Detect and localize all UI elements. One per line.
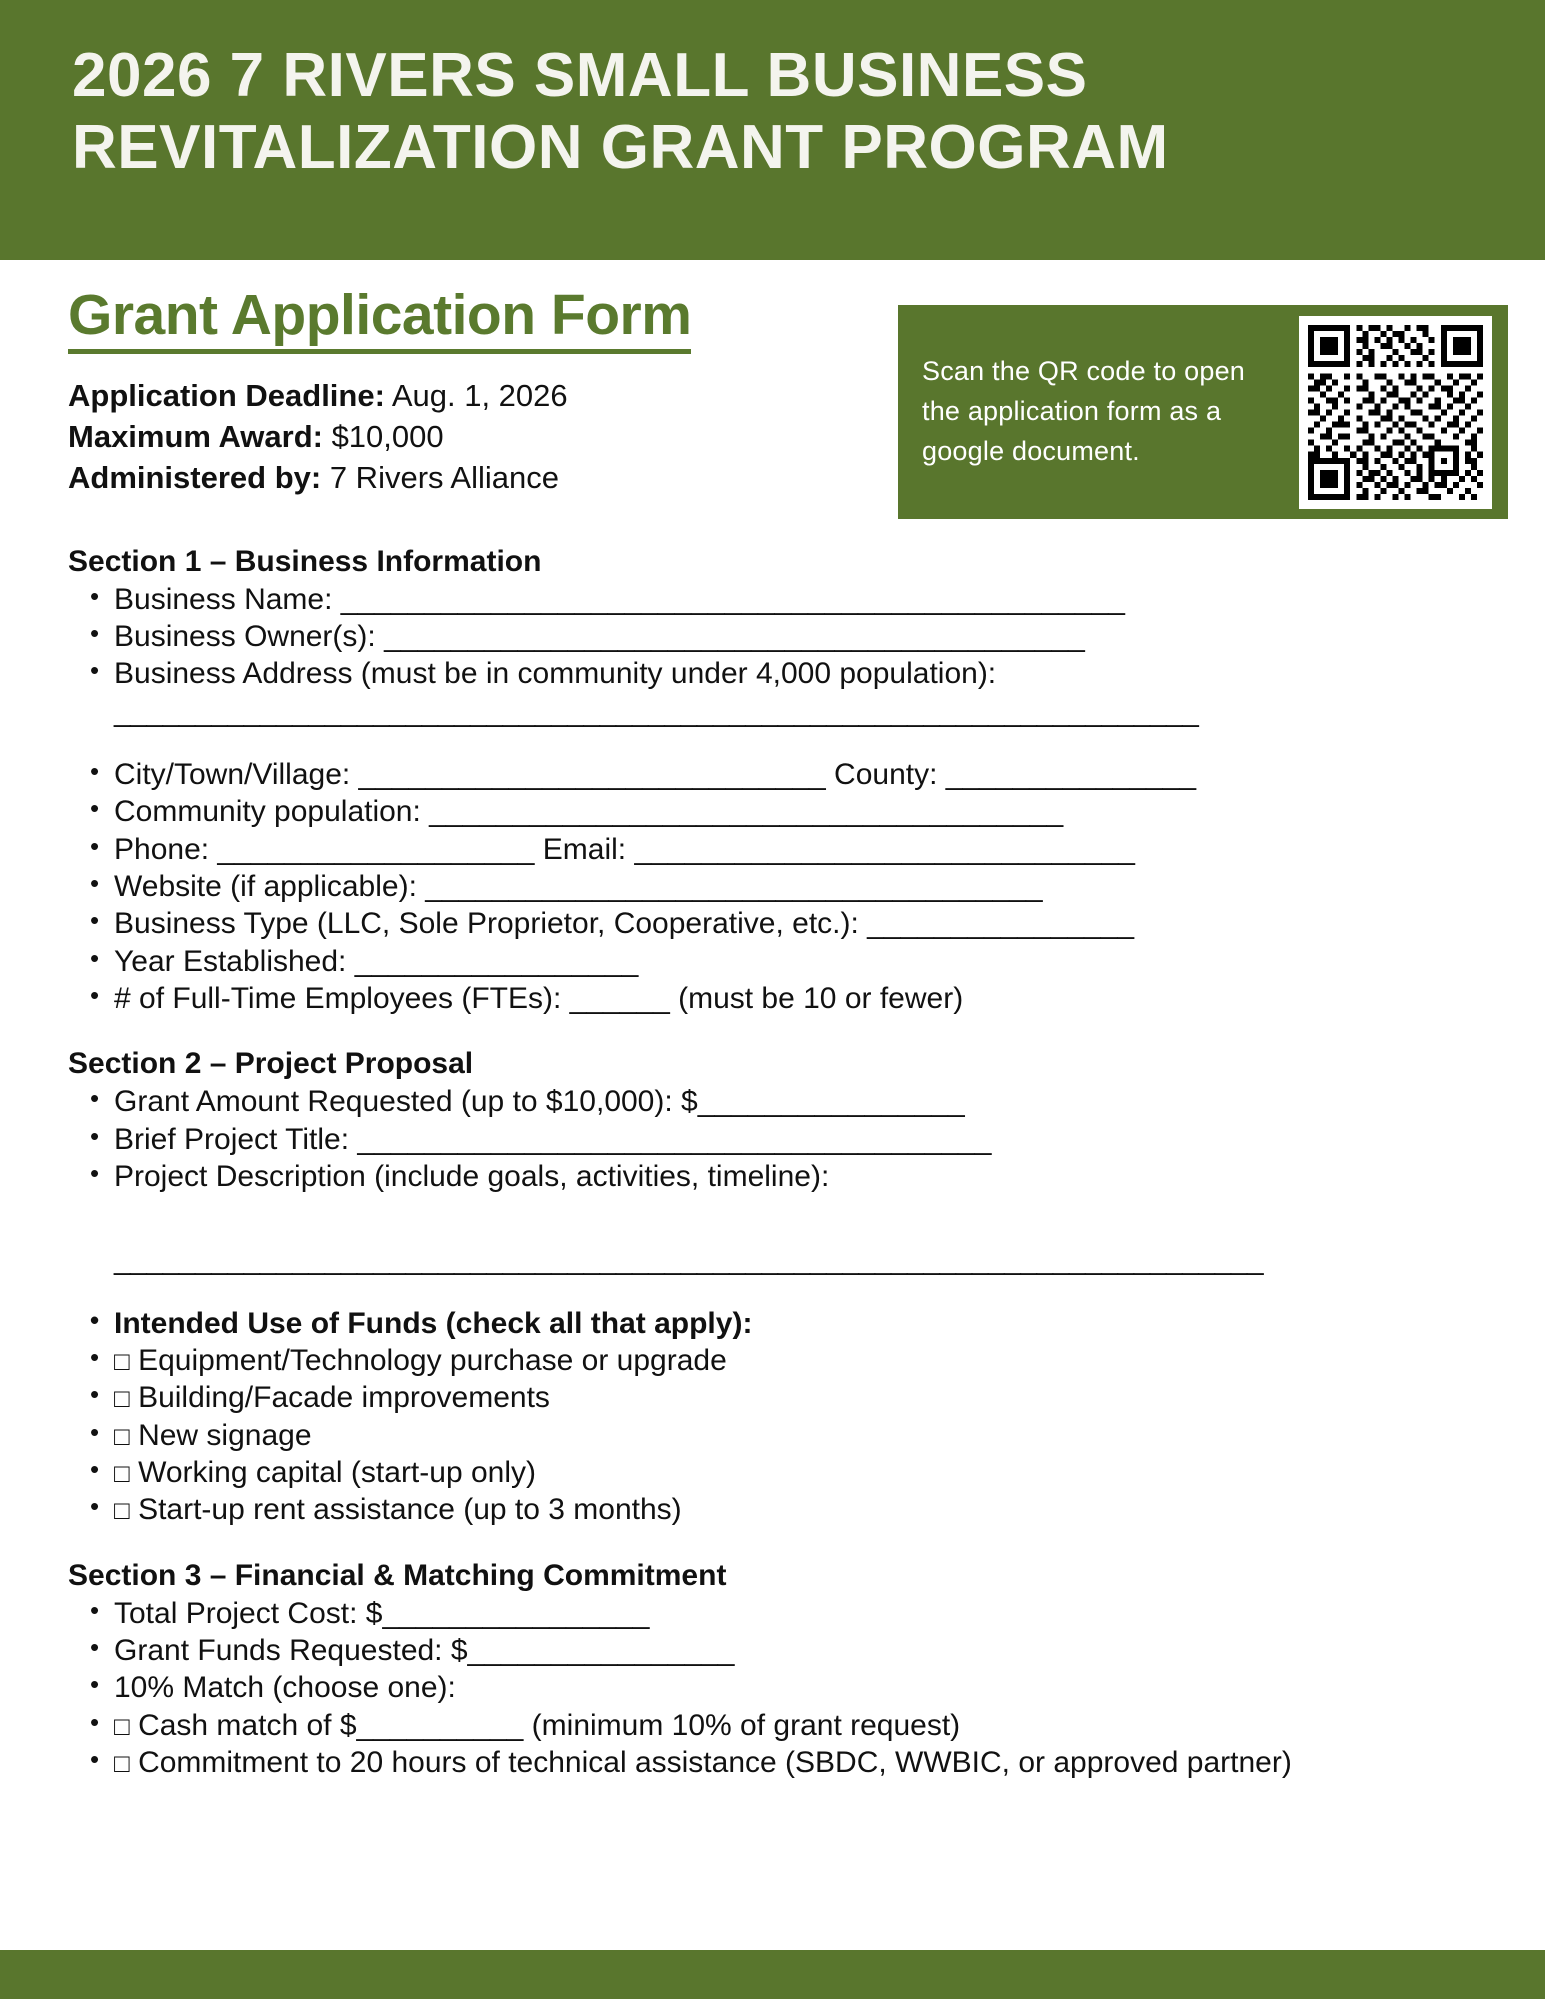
meta-value-administered-by: 7 Rivers Alliance [321, 459, 559, 495]
field-business-address-rule[interactable]: ___________________________________________________________________ [114, 694, 1199, 728]
checkbox-icon[interactable]: □ [114, 1420, 130, 1451]
field-ten-percent-match-label: • 10% Match (choose one): [68, 1669, 1485, 1706]
section-1-list [68, 581, 1485, 693]
qr-instruction-text: Scan the QR code to open the application form as a google document. [922, 356, 1246, 466]
field-city-town-village-and-county[interactable]: • City/Town/Village: ____________________________ County: _______________ [68, 756, 1485, 793]
qr-code-icon[interactable] [1299, 316, 1492, 509]
section-heading-3: Section 3 – Financial & Matching Commitment [68, 1558, 727, 1592]
meta-value-max-award: $10,000 [322, 418, 444, 454]
spacer [68, 730, 1485, 756]
field-business-address-label: • Business Address (must be in community under 4,000 population): [68, 655, 1485, 692]
check-all-that-apply-label: check all that apply [455, 1306, 733, 1340]
document-body [0, 260, 1545, 1950]
checkbox-icon[interactable]: □ [114, 1346, 130, 1377]
section-2-list [68, 1083, 1485, 1195]
page-header-banner [0, 0, 1545, 260]
checkbox-icon[interactable]: □ [114, 1748, 130, 1779]
checkbox-label: Cash match of $__________ (minimum 10% of grant request) [138, 1708, 961, 1742]
page-footer-bar [0, 1950, 1545, 1999]
meta-value-deadline: Aug. 1, 2026 [384, 377, 568, 413]
qr-callout-box[interactable] [898, 305, 1508, 519]
checkbox-item-technical-assistance[interactable] [68, 1744, 1485, 1781]
field-business-type[interactable]: • Business Type (LLC, Sole Proprietor, Cooperative, etc.): ________________ [68, 905, 1485, 942]
checkbox-item-startup-rent-assistance[interactable] [68, 1491, 1485, 1528]
checkbox-item-working-capital[interactable] [68, 1454, 1485, 1491]
checkbox-label: Start-up rent assistance (up to 3 months) [138, 1493, 682, 1527]
checkbox-item-building-facade[interactable] [68, 1379, 1485, 1416]
document-heading: Grant Application Form [68, 286, 691, 354]
field-phone-and-email[interactable]: • Phone: ___________________ Email: ______________________________ [68, 831, 1485, 868]
checkbox-label: Commitment to 20 hours of technical assistance (SBDC, WWBIC, or approved partner) [138, 1746, 1292, 1780]
heading-and-qr-row [68, 260, 1485, 499]
spacer [68, 1195, 1485, 1241]
field-community-population[interactable]: • Community population: ______________________________________ [68, 793, 1485, 830]
field-full-time-employees[interactable]: • # of Full-Time Employees (FTEs): ______ (must be 10 or fewer) [68, 980, 1485, 1017]
meta-label-deadline: Application Deadline: [68, 377, 385, 413]
paren-close: ): [732, 1306, 753, 1340]
checkbox-label: Equipment/Technology purchase or upgrade [138, 1344, 727, 1378]
field-project-description-label: • Project Description (include goals, activities, timeline): [68, 1158, 1485, 1195]
field-website[interactable]: • Website (if applicable): _____________________________________ [68, 868, 1485, 905]
checkbox-label: Building/Facade improvements [138, 1381, 550, 1415]
section-3-list [68, 1595, 1485, 1782]
intended-use-of-funds-list [68, 1305, 1485, 1529]
meta-label-max-award: Maximum Award: [68, 418, 323, 454]
checkbox-icon[interactable]: □ [114, 1458, 130, 1489]
section-heading-1: Section 1 – Business Information [68, 544, 542, 578]
intended-use-of-funds-heading [68, 1305, 1485, 1342]
checkbox-icon[interactable]: □ [114, 1495, 130, 1526]
field-brief-project-title[interactable]: • Brief Project Title: ______________________________________ [68, 1121, 1485, 1158]
checkbox-icon[interactable]: □ [114, 1710, 130, 1741]
checkbox-item-new-signage[interactable] [68, 1417, 1485, 1454]
checkbox-label: New signage [138, 1418, 312, 1452]
meta-label-administered-by: Administered by: [68, 459, 322, 495]
checkbox-item-cash-match[interactable] [68, 1707, 1485, 1744]
field-project-description-rule[interactable]: _______________________________________________________________________ [114, 1243, 1264, 1277]
checkbox-icon[interactable]: □ [114, 1383, 130, 1414]
field-business-owners[interactable]: • Business Owner(s): __________________________________________ [68, 618, 1485, 655]
intended-use-label: Intended Use of Funds [114, 1306, 438, 1340]
section-1-list-continued [68, 756, 1485, 1017]
spacer [68, 1017, 1485, 1047]
field-grant-funds-requested[interactable]: • Grant Funds Requested: $________________ [68, 1632, 1485, 1669]
section-heading-2: Section 2 – Project Proposal [68, 1047, 474, 1081]
field-business-name[interactable]: • Business Name: _______________________________________________ [68, 581, 1485, 618]
spacer [68, 1529, 1485, 1559]
field-total-project-cost[interactable]: • Total Project Cost: $________________ [68, 1595, 1485, 1632]
page-title: 2026 7 RIVERS SMALL BUSINESS REVITALIZATION GRANT PROGRAM [72, 41, 1169, 182]
field-year-established[interactable]: • Year Established: _________________ [68, 943, 1485, 980]
spacer [68, 1279, 1485, 1305]
paren-open: ( [437, 1306, 456, 1340]
checkbox-item-equipment-technology[interactable] [68, 1342, 1485, 1379]
checkbox-label: Working capital (start-up only) [138, 1456, 536, 1490]
field-grant-amount-requested[interactable]: • Grant Amount Requested (up to $10,000): $________________ [68, 1083, 1485, 1120]
